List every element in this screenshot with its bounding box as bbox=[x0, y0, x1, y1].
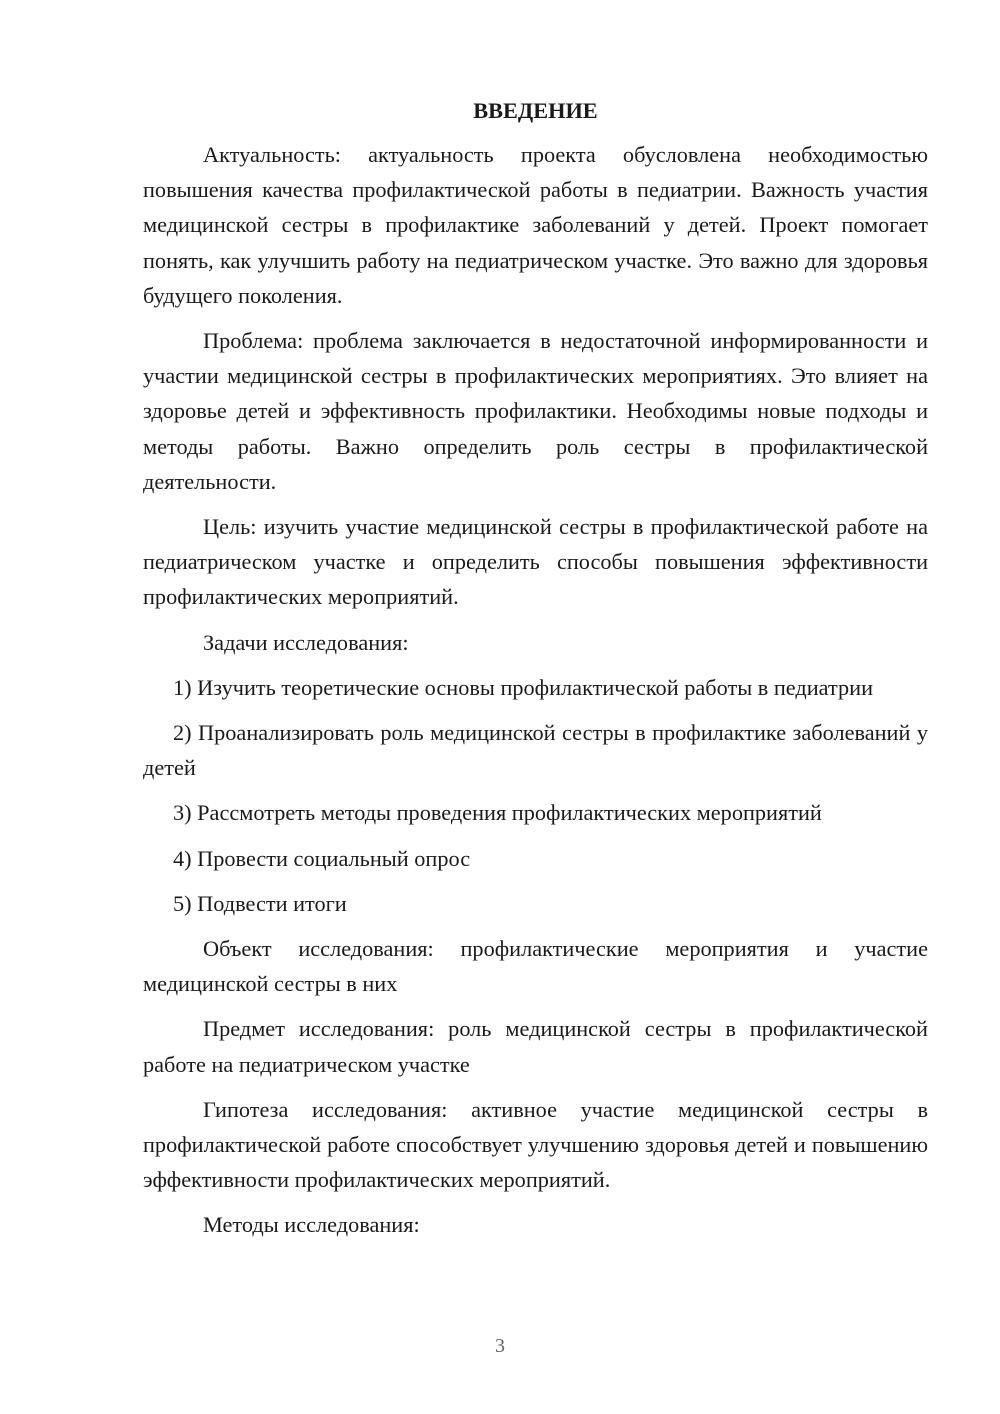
document-title: ВВЕДЕНИЕ bbox=[473, 98, 598, 123]
subject-paragraph: Предмет исследования: роль медицинской сестры в профилактической работе на педиатрическом участке bbox=[143, 1016, 928, 1077]
document-page bbox=[143, 93, 928, 1253]
task-item-1: 1) Изучить теоретические основы профилактической работы в педиатрии bbox=[173, 674, 874, 700]
relevance-paragraph: Актуальность: актуальность проекта обусловлена необходимостью повышения качества профилактической работы в педиатрии. Важность участия медицинской сестры в профилактике заболеваний у детей. Проект помогает понять, как улучшить работу на педиатрическом участке. Это важно для здоровья будущего поколения. bbox=[143, 142, 928, 308]
object-paragraph: Объект исследования: профилактические мероприятия и участие медицинской сестры в них bbox=[143, 936, 928, 997]
methods-heading: Методы исследования: bbox=[203, 1212, 420, 1238]
hypothesis-paragraph: Гипотеза исследования: активное участие медицинской сестры в профилактической работе способствует улучшению здоровья детей и повышению эффективности профилактических мероприятий. bbox=[143, 1096, 928, 1193]
goal-paragraph: Цель: изучить участие медицинской сестры в профилактической работе на педиатрическом участке и определить способы повышения эффективности профилактических мероприятий. bbox=[143, 514, 928, 610]
task-item-3: 3) Рассмотреть методы проведения профилактических мероприятий bbox=[173, 800, 822, 826]
task-item-2: 2) Проанализировать роль медицинской сестры в профилактике заболеваний у детей bbox=[143, 720, 928, 781]
tasks-heading: Задачи исследования: bbox=[203, 629, 409, 655]
task-item-4: 4) Провести социальный опрос bbox=[173, 845, 471, 871]
problem-paragraph: Проблема: проблема заключается в недостаточной информированности и участии медицинской сестры в профилактических мероприятиях. Это влияет на здоровье детей и эффективность профилактики. Необходимы новые подходы и методы работы. Важно определить роль сестры в профилактической деятельности. bbox=[143, 328, 928, 494]
page-number: 3 bbox=[495, 1335, 505, 1357]
task-item-5: 5) Подвести итоги bbox=[173, 890, 347, 916]
